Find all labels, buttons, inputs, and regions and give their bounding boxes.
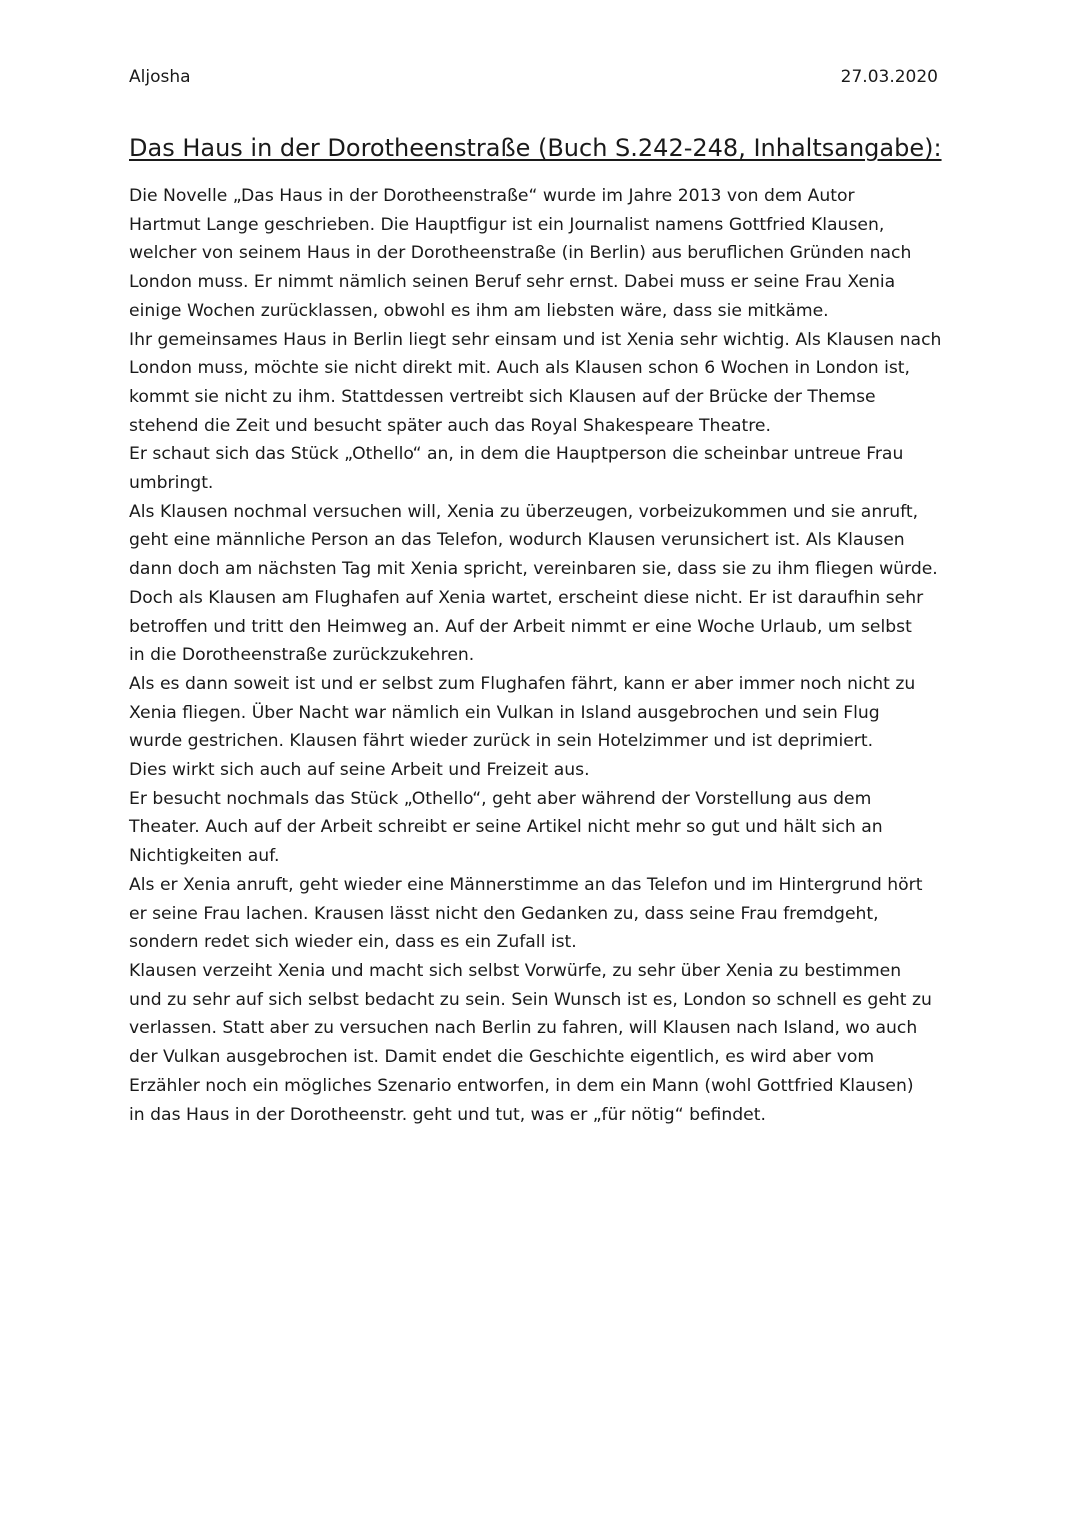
text-line: Als Klausen nochmal versuchen will, Xenia zu überzeugen, vorbeizukommen und sie anruft, xyxy=(129,501,919,522)
text-line: Als es dann soweit ist und er selbst zum Flughafen fährt, kann er aber immer noch nicht zu xyxy=(129,673,916,694)
text-line: Ihr gemeinsames Haus in Berlin liegt sehr einsam und ist Xenia sehr wichtig. Als Klausen nach xyxy=(129,329,942,350)
text-line: wurde gestrichen. Klausen fährt wieder zurück in sein Hotelzimmer und ist deprimiert. xyxy=(129,731,874,752)
text-line: Als er Xenia anruft, geht wieder eine Männerstimme an das Telefon und im Hintergrund hört xyxy=(129,874,923,895)
text-line: in die Dorotheenstraße zurückzukehren. xyxy=(129,645,475,666)
document-date: 27.03.2020 xyxy=(840,67,938,87)
text-line: verlassen. Statt aber zu versuchen nach Berlin zu fahren, will Klausen nach Island, wo auch xyxy=(129,1018,918,1039)
text-line: stehend die Zeit und besucht später auch das Royal Shakespeare Theatre. xyxy=(129,415,771,436)
text-line: dann doch am nächsten Tag mit Xenia spricht, vereinbaren sie, dass sie zu ihm fliegen würde. xyxy=(129,559,938,580)
text-line: Er besucht nochmals das Stück „Othello“, geht aber während der Vorstellung aus dem xyxy=(129,788,872,809)
author-name: Aljosha xyxy=(129,67,191,87)
text-line: Die Novelle „Das Haus in der Dorotheenstraße“ wurde im Jahre 2013 von dem Autor xyxy=(129,186,855,206)
document-title: Das Haus in der Dorotheenstraße (Buch S.242-248, Inhaltsangabe): xyxy=(129,134,942,162)
text-line: er seine Frau lachen. Krausen lässt nicht den Gedanken zu, dass seine Frau fremdgeht, xyxy=(129,903,879,924)
text-line: Erzähler noch ein mögliches Szenario entworfen, in dem ein Mann (wohl Gottfried Klausen) xyxy=(129,1075,914,1096)
text-line: Nichtigkeiten auf. xyxy=(129,846,280,867)
text-line: London muss. Er nimmt nämlich seinen Beruf sehr ernst. Dabei muss er seine Frau Xenia xyxy=(129,272,896,293)
text-line: Er schaut sich das Stück „Othello“ an, in dem die Hauptperson die scheinbar untreue Frau xyxy=(129,444,904,465)
text-line: geht eine männliche Person an das Telefon, wodurch Klausen verunsichert ist. Als Klausen xyxy=(129,530,905,551)
text-line: Hartmut Lange geschrieben. Die Hauptfigur ist ein Journalist namens Gottfried Klausen, xyxy=(129,214,885,235)
text-line: Doch als Klausen am Flughafen auf Xenia wartet, erscheint diese nicht. Er ist daraufhin sehr xyxy=(129,587,924,608)
text-line: der Vulkan ausgebrochen ist. Damit endet die Geschichte eigentlich, es wird aber vom xyxy=(129,1047,875,1068)
text-line: in das Haus in der Dorotheenstr. geht und tut, was er „für nötig“ befindet. xyxy=(129,1104,766,1125)
text-line: sondern redet sich wieder ein, dass es ein Zufall ist. xyxy=(129,932,577,953)
text-line: einige Wochen zurücklassen, obwohl es ihm am liebsten wäre, dass sie mitkäme. xyxy=(129,300,829,321)
text-line: Klausen verzeiht Xenia und macht sich selbst Vorwürfe, zu sehr über Xenia zu bestimmen xyxy=(129,960,902,981)
text-line: betroffen und tritt den Heimweg an. Auf der Arbeit nimmt er eine Woche Urlaub, um selbst xyxy=(129,616,912,637)
text-line: welcher von seinem Haus in der Dorotheenstraße (in Berlin) aus beruflichen Gründen nach xyxy=(129,243,912,264)
text-line: Dies wirkt sich auch auf seine Arbeit und Freizeit aus. xyxy=(129,760,590,781)
text-line: und zu sehr auf sich selbst bedacht zu sein. Sein Wunsch ist es, London so schnell es geht zu xyxy=(129,989,932,1010)
body-text xyxy=(129,182,959,1129)
text-line: London muss, möchte sie nicht direkt mit. Auch als Klausen schon 6 Wochen in London ist, xyxy=(129,358,910,379)
text-line: Theater. Auch auf der Arbeit schreibt er seine Artikel nicht mehr so gut und hält sich an xyxy=(129,817,883,838)
text-line: umbringt. xyxy=(129,473,214,494)
text-line: kommt sie nicht zu ihm. Stattdessen vertreibt sich Klausen auf der Brücke der Themse xyxy=(129,386,876,407)
text-line: Xenia fliegen. Über Nacht war nämlich ein Vulkan in Island ausgebrochen und sein Flug xyxy=(129,702,880,723)
